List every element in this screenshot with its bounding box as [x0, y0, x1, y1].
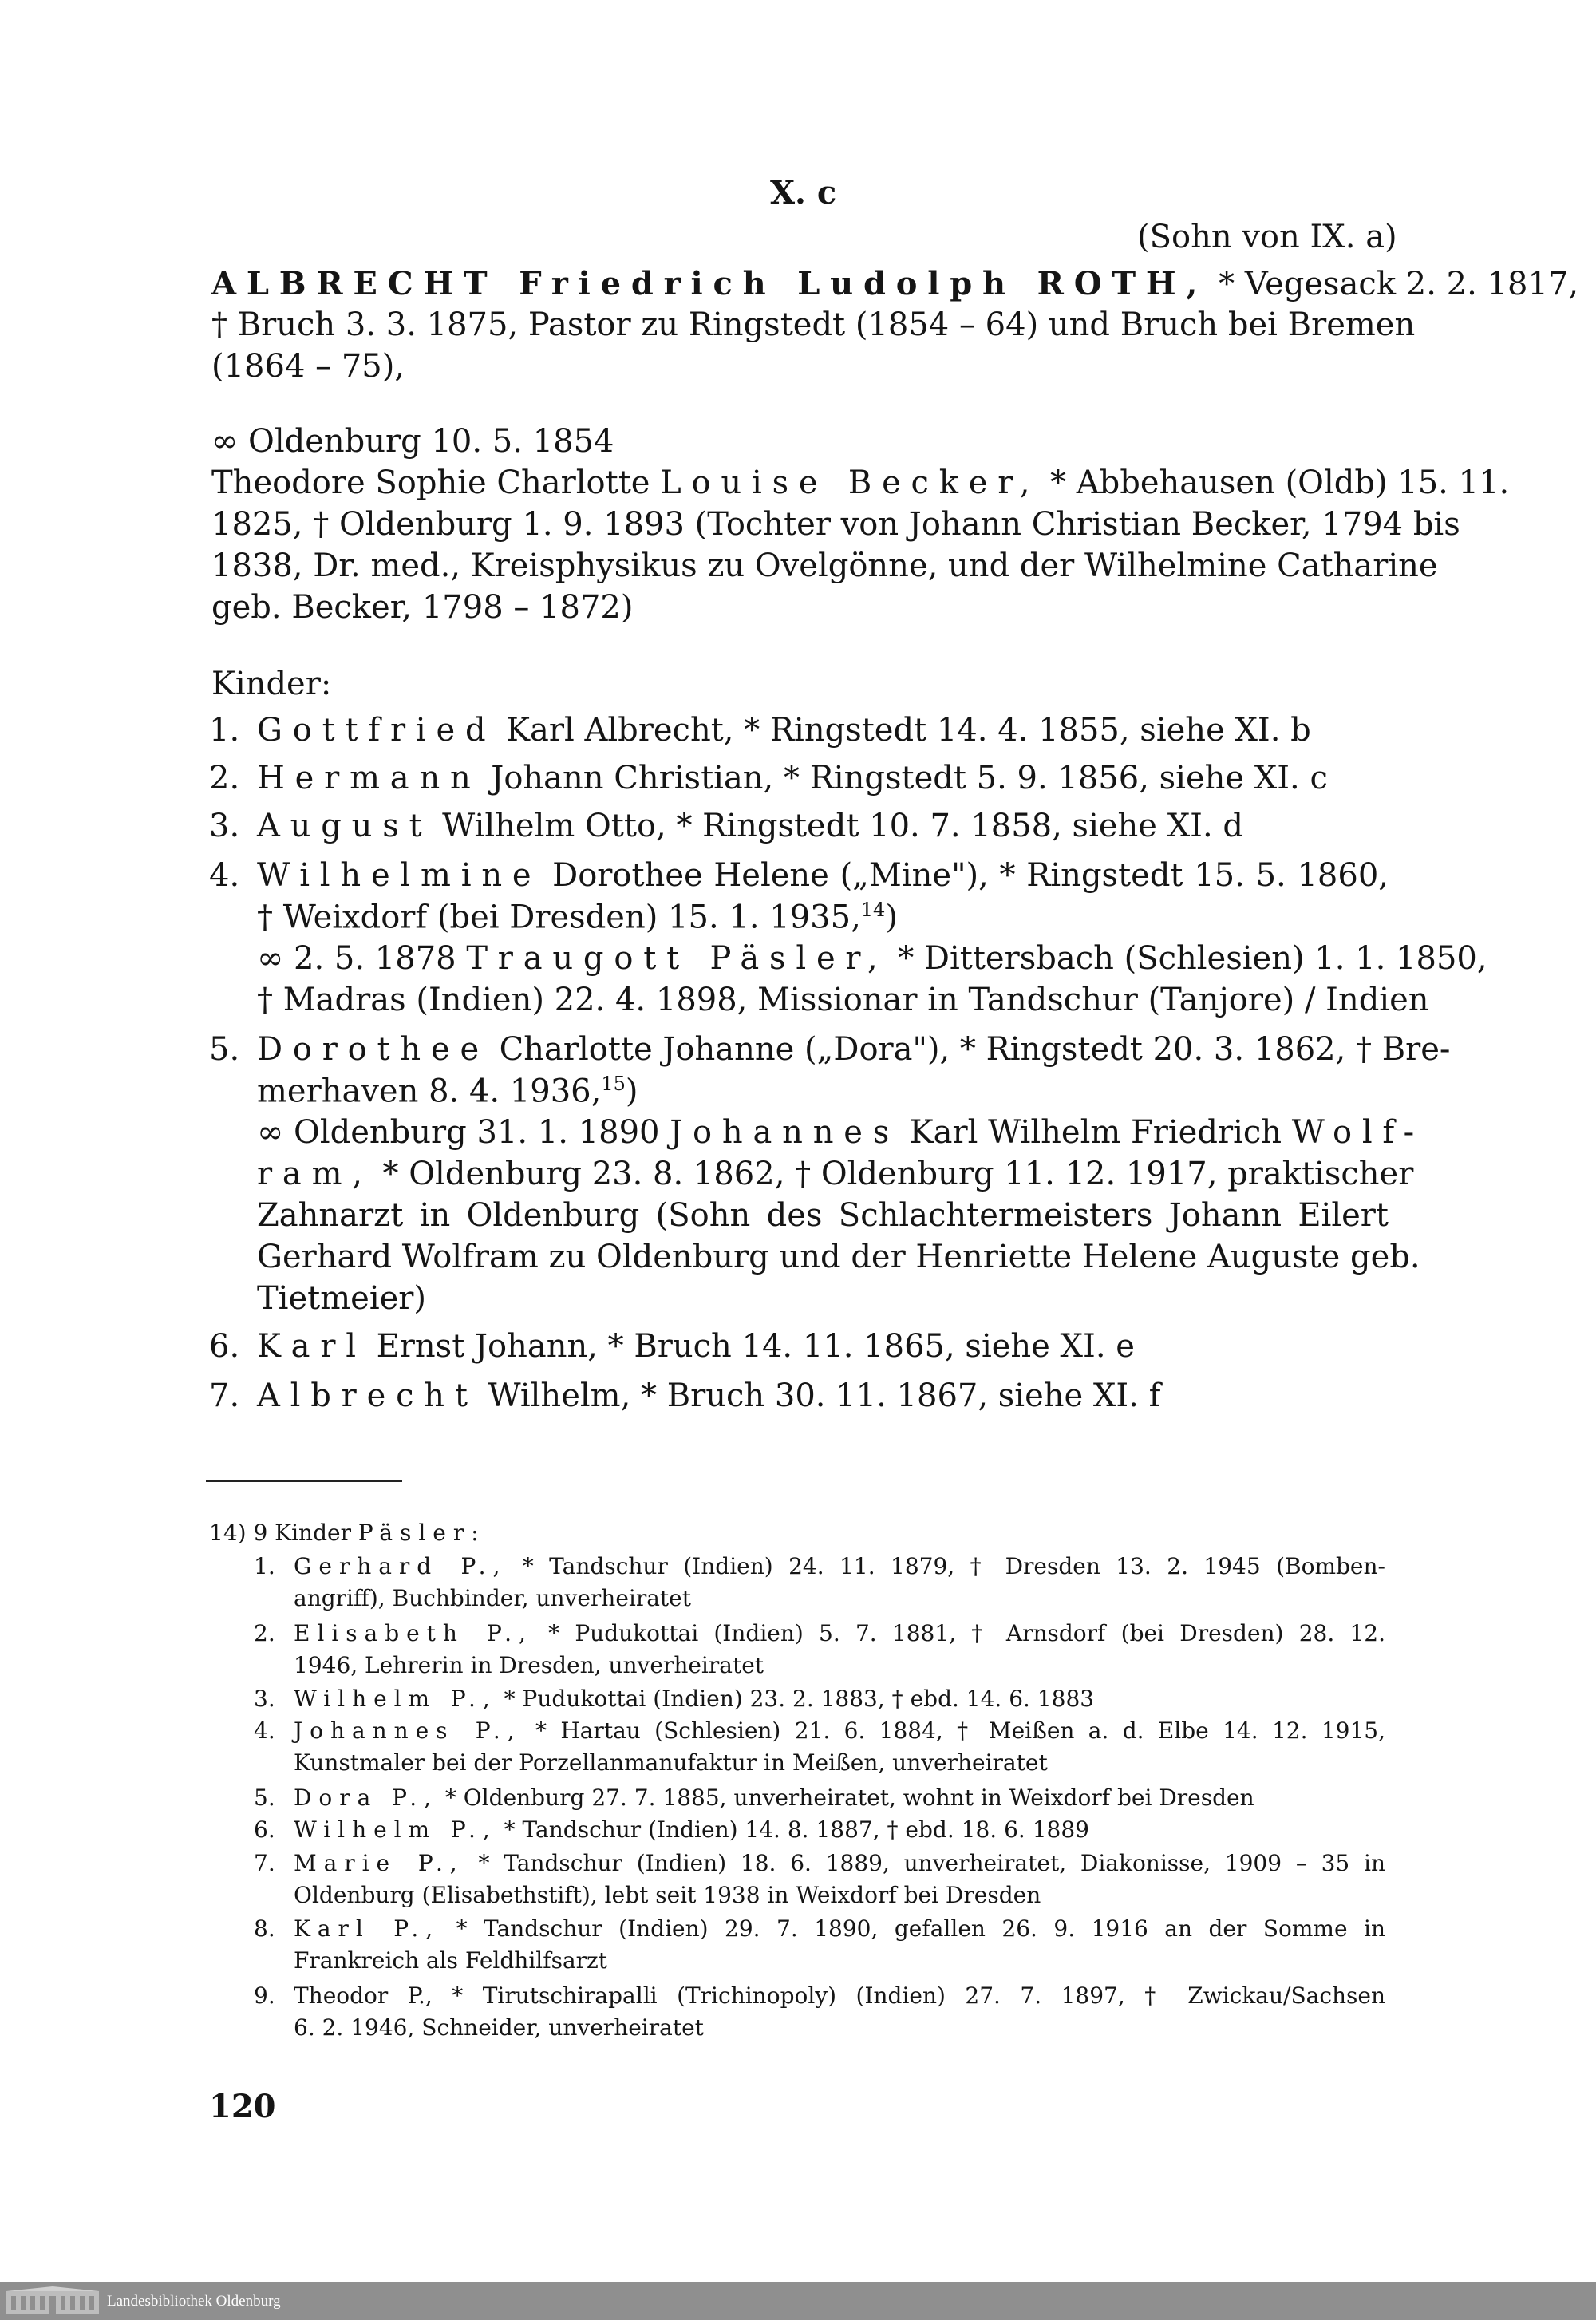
footnote-item-number: 2. — [254, 1620, 275, 1646]
child-entry-line: † Weixdorf (bei Dresden) 15. 1. 1935,14) — [257, 899, 898, 936]
person-line-1: ALBRECHT Friedrich Ludolph ROTH, * Vegesack 2. 2. 1817, — [211, 265, 1579, 302]
child-number: 6. — [209, 1328, 240, 1365]
footnote-item-number: 7. — [254, 1850, 275, 1876]
footnote-item-line: 1946, Lehrerin in Dresden, unverheiratet — [294, 1652, 764, 1678]
marriage-line-3: 1825, † Oldenburg 1. 9. 1893 (Tochter von Johann Christian Becker, 1794 bis — [211, 506, 1460, 543]
footnote-item-number: 6. — [254, 1816, 275, 1843]
footnote-item-number: 8. — [254, 1915, 275, 1942]
footnote-item-number: 3. — [254, 1686, 275, 1712]
person-line-3: (1864 – 75), — [211, 348, 405, 385]
footnote-item-number: 4. — [254, 1717, 275, 1744]
footnote-rule — [206, 1480, 402, 1482]
person-name: ALBRECHT Friedrich Ludolph ROTH, — [211, 265, 1208, 302]
library-building-icon — [5, 2286, 101, 2315]
child-number: 1. — [209, 712, 240, 749]
child-entry-line: merhaven 8. 4. 1936,15) — [257, 1073, 638, 1110]
footnote-item-line: Kunstmaler bei der Porzellanmanufaktur in Meißen, unverheiratet — [294, 1749, 1048, 1776]
marriage-line-4: 1838, Dr. med., Kreisphysikus zu Ovelgönne, und der Wilhelmine Catharine — [211, 547, 1438, 584]
footnote-item: Johannes P., * Hartau (Schlesien) 21. 6. 1884, † Meißen a. d. Elbe 14. 12. 1915, — [294, 1717, 1385, 1744]
child-number: 2. — [209, 760, 240, 796]
library-name: Landesbibliothek Oldenburg — [107, 2293, 281, 2310]
child-number: 3. — [209, 808, 240, 844]
child-entry: Wilhelmine Dorothee Helene („Mine"), * Ringstedt 15. 5. 1860, — [257, 857, 1389, 894]
marriage-line-1: ∞ Oldenburg 10. 5. 1854 — [211, 423, 614, 460]
child-entry-line: Tietmeier) — [257, 1280, 427, 1317]
child-entry-line: Gerhard Wolfram zu Oldenburg und der Henriette Helene Auguste geb. — [257, 1239, 1420, 1275]
parent-reference: (Sohn von IX. a) — [1137, 219, 1397, 255]
child-entry-line: ∞ 2. 5. 1878 Traugott Päsler, * Dittersbach (Schlesien) 1. 1. 1850, — [257, 940, 1487, 977]
person-line-2: † Bruch 3. 3. 1875, Pastor zu Ringstedt (1854 – 64) und Bruch bei Bremen — [211, 306, 1416, 343]
page-number: 120 — [209, 2088, 276, 2125]
child-entry: Karl Ernst Johann, * Bruch 14. 11. 1865, siehe XI. e — [257, 1328, 1135, 1365]
footnote-item: Marie P., * Tandschur (Indien) 18. 6. 1889, unverheiratet, Diakonisse, 1909 – 35 in — [294, 1850, 1386, 1876]
footnote-item: Elisabeth P., * Pudukottai (Indien) 5. 7. 1881, † Arnsdorf (bei Dresden) 28. 12. — [294, 1620, 1385, 1646]
child-number: 5. — [209, 1031, 240, 1068]
footnote-item-line: angriff), Buchbinder, unverheiratet — [294, 1585, 691, 1611]
child-entry-line: Zahnarzt in Oldenburg (Sohn des Schlachtermeisters Johann Eilert — [257, 1197, 1389, 1234]
footnote-item-line: Oldenburg (Elisabethstift), lebt seit 1938 in Weixdorf bei Dresden — [294, 1882, 1041, 1908]
child-entry: August Wilhelm Otto, * Ringstedt 10. 7. 1858, siehe XI. d — [257, 808, 1244, 844]
footnote-item-line: 6. 2. 1946, Schneider, unverheiratet — [294, 2014, 704, 2041]
footnote-item-line: Frankreich als Feldhilfsarzt — [294, 1947, 608, 1974]
footnote-item: Theodor P., * Tirutschirapalli (Trichinopoly) (Indien) 27. 7. 1897, † Zwickau/Sachsen — [294, 1982, 1386, 2009]
child-entry: Albrecht Wilhelm, * Bruch 30. 11. 1867, siehe XI. f — [257, 1377, 1161, 1414]
child-number: 4. — [209, 857, 240, 894]
footnote-item: Wilhelm P., * Tandschur (Indien) 14. 8. 1887, † ebd. 18. 6. 1889 — [294, 1816, 1089, 1843]
footnote-item-number: 1. — [254, 1553, 275, 1579]
spouse-name: Louise Becker, — [660, 464, 1041, 501]
marriage-line-2: Theodore Sophie Charlotte Louise Becker, * Abbehausen (Oldb) 15. 11. — [211, 464, 1510, 501]
footnote-item-number: 9. — [254, 1982, 275, 2009]
children-label: Kinder: — [211, 666, 332, 702]
footnote-header: 14) 9 Kinder Päsler: — [209, 1520, 486, 1546]
section-heading: X. c — [770, 174, 837, 211]
marriage-line-5: geb. Becker, 1798 – 1872) — [211, 589, 634, 626]
child-entry-line: ram, * Oldenburg 23. 8. 1862, † Oldenburg 11. 12. 1917, praktischer — [257, 1156, 1414, 1192]
child-entry-line: † Madras (Indien) 22. 4. 1898, Missionar in Tandschur (Tanjore) / Indien — [257, 982, 1429, 1018]
child-entry-line: ∞ Oldenburg 31. 1. 1890 Johannes Karl Wilhelm Friedrich Wolf- — [257, 1114, 1424, 1151]
child-entry: Gottfried Karl Albrecht, * Ringstedt 14. 4. 1855, siehe XI. b — [257, 712, 1311, 749]
child-number: 7. — [209, 1377, 240, 1414]
child-entry: Dorothee Charlotte Johanne („Dora"), * Ringstedt 20. 3. 1862, † Bre- — [257, 1031, 1451, 1068]
library-footer — [0, 2282, 1596, 2320]
footnote-item: Gerhard P., * Tandschur (Indien) 24. 11. 1879, † Dresden 13. 2. 1945 (Bomben- — [294, 1553, 1385, 1579]
footnote-item-number: 5. — [254, 1784, 275, 1811]
footnote-item: Wilhelm P., * Pudukottai (Indien) 23. 2. 1883, † ebd. 14. 6. 1883 — [294, 1686, 1095, 1712]
footnote-item: Karl P., * Tandschur (Indien) 29. 7. 1890, gefallen 26. 9. 1916 an der Somme in — [294, 1915, 1386, 1942]
child-entry: Hermann Johann Christian, * Ringstedt 5. 9. 1856, siehe XI. c — [257, 760, 1328, 796]
footnote-item: Dora P., * Oldenburg 27. 7. 1885, unverheiratet, wohnt in Weixdorf bei Dresden — [294, 1784, 1254, 1811]
